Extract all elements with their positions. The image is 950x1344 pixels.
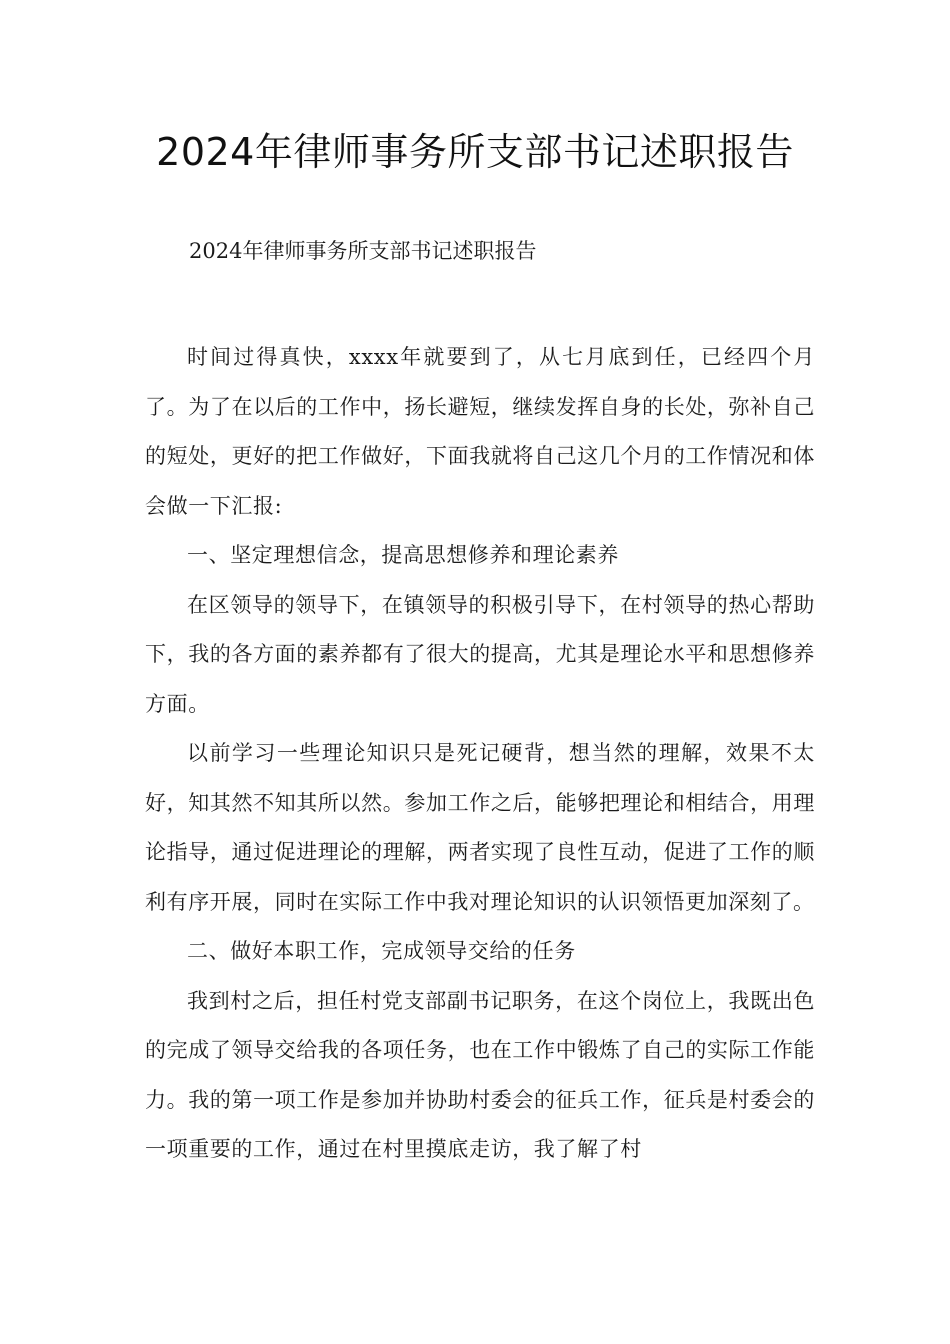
document-title: 2024年律师事务所支部书记述职报告 [156,130,794,174]
paragraph: 以前学习一些理论知识只是死记硬背，想当然的理解，效果不太好，知其然不知其所以然。参加工作之后，能够把理论和相结合，用理论指导，通过促进理论的理解，两者实现了良性互动，促进了工作的顺利有序开展，同时在实际工作中我对理论知识的认识领悟更加深刻了。 [145,741,815,914]
document-subtitle: 2024年律师事务所支部书记述职报告 [189,239,537,263]
section-heading-2: 二、做好本职工作，完成领导交给的任务 [187,939,576,963]
document-body [145,333,815,1175]
paragraph: 我到村之后，担任村党支部副书记职务，在这个岗位上，我既出色的完成了领导交给我的各项任务，也在工作中锻炼了自己的实际工作能力。我的第一项工作是参加并协助村委会的征兵工作，征兵是村委会的一项重要的工作，通过在村里摸底走访，我了解了村 [145,988,815,1161]
paragraph-intro: 时间过得真快，xxxx年就要到了，从七月底到任，已经四个月了。为了在以后的工作中，扬长避短，继续发挥自身的长处，弥补自己的短处，更好的把工作做好，下面我就将自己这几个月的工作情况和体会做一下汇报: [145,345,815,518]
paragraph: 在区领导的领导下，在镇领导的积极引导下，在村领导的热心帮助下，我的各方面的素养都有了很大的提高，尤其是理论水平和思想修养方面。 [145,592,815,716]
section-heading-1: 一、坚定理想信念，提高思想修养和理论素养 [187,543,619,567]
